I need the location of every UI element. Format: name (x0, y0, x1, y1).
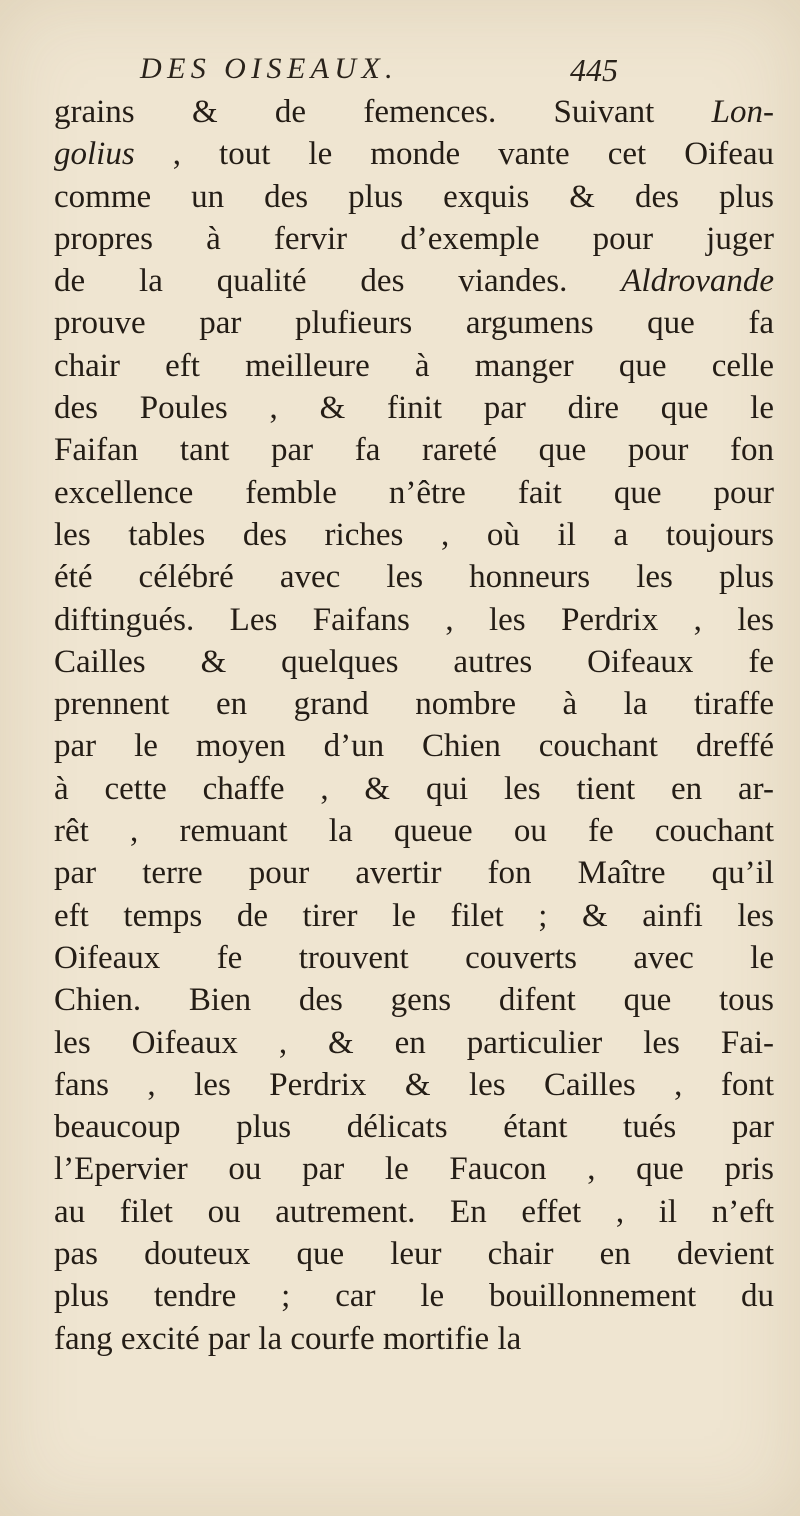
text-line (54, 895, 774, 937)
text-line (54, 387, 774, 429)
text-line (54, 514, 774, 556)
text-segment: de la qualité des viandes. (54, 263, 622, 300)
text-line (54, 1148, 774, 1190)
text-line (54, 556, 774, 598)
text-segment: grains & de femences. Suivant (54, 94, 712, 130)
text-line (54, 429, 774, 471)
text-line (54, 810, 774, 852)
text-segment: comme un des plus exquis & des plus (54, 178, 774, 215)
text-line (54, 176, 774, 218)
text-segment: été célébré avec les honneurs les plus (54, 559, 774, 596)
running-head: DES OISEAUX. (140, 52, 399, 85)
text-segment: fang excité par la courfe mortifie la (54, 1320, 522, 1357)
text-segment: au filet ou autrement. En effet , il n’eft (54, 1193, 774, 1230)
text-segment: rêt , remuant la queue ou fe couchant (54, 813, 774, 850)
italic-segment: Aldrovande (621, 263, 774, 300)
text-line (54, 1106, 774, 1148)
text-line (54, 937, 774, 979)
text-line (54, 683, 774, 725)
text-line (54, 1233, 774, 1275)
italic-segment: Lon- (711, 94, 774, 130)
text-line (54, 218, 774, 260)
text-segment: par terre pour avertir fon Maître qu’il (54, 855, 774, 892)
text-segment: excellence femble n’être fait que pour (54, 474, 774, 511)
text-segment: les tables des riches , où il a toujours (54, 516, 774, 553)
text-segment: prennent en grand nombre à la tiraffe (54, 686, 774, 723)
text-line (54, 641, 774, 683)
text-line (54, 852, 774, 894)
text-segment: Faifan tant par fa rareté que pour fon (54, 432, 774, 469)
text-line (54, 260, 774, 302)
text-segment: Chien. Bien des gens difent que tous (54, 982, 774, 1019)
text-line (54, 1022, 774, 1064)
text-segment: Oifeaux fe trouvent couverts avec le (54, 939, 774, 976)
text-line (54, 1191, 774, 1233)
text-line (54, 133, 774, 175)
text-line (54, 979, 774, 1021)
text-segment: propres à fervir d’exemple pour juger (54, 220, 774, 257)
text-line (54, 91, 774, 133)
text-segment: , tout le monde vante cet Oifeau (134, 136, 774, 173)
text-line (54, 302, 774, 344)
text-line (54, 1064, 774, 1106)
text-segment: par le moyen d’un Chien couchant dreffé (54, 728, 774, 765)
text-segment: l’Epervier ou par le Faucon , que pris (54, 1151, 774, 1188)
text-line (54, 1275, 774, 1317)
text-segment: pas douteux que leur chair en devient (54, 1236, 774, 1273)
text-segment: les Oifeaux , & en particulier les Fai- (54, 1024, 774, 1061)
text-segment: prouve par plufieurs argumens que fa (54, 305, 774, 342)
text-line (54, 725, 774, 767)
italic-segment: golius (54, 136, 135, 173)
text-segment: fans , les Perdrix & les Cailles , font (54, 1066, 774, 1103)
text-segment: chair eft meilleure à manger que celle (54, 347, 774, 384)
text-segment: Cailles & quelques autres Oifeaux fe (54, 643, 774, 680)
text-line (54, 599, 774, 641)
text-line (54, 1318, 774, 1360)
text-segment: des Poules , & finit par dire que le (54, 390, 774, 427)
text-segment: à cette chaffe , & qui les tient en ar- (54, 770, 774, 807)
text-line (54, 472, 774, 514)
text-segment: diftingués. Les Faifans , les Perdrix , les (54, 601, 774, 638)
text-segment: eft temps de tirer le filet ; & ainfi les (54, 897, 774, 934)
text-segment: plus tendre ; car le bouillonnement du (54, 1278, 774, 1315)
text-line (54, 345, 774, 387)
page-number: 445 (570, 52, 618, 88)
text-line (54, 768, 774, 810)
text-segment: beaucoup plus délicats étant tués par (54, 1109, 774, 1146)
body-text (54, 91, 774, 1360)
